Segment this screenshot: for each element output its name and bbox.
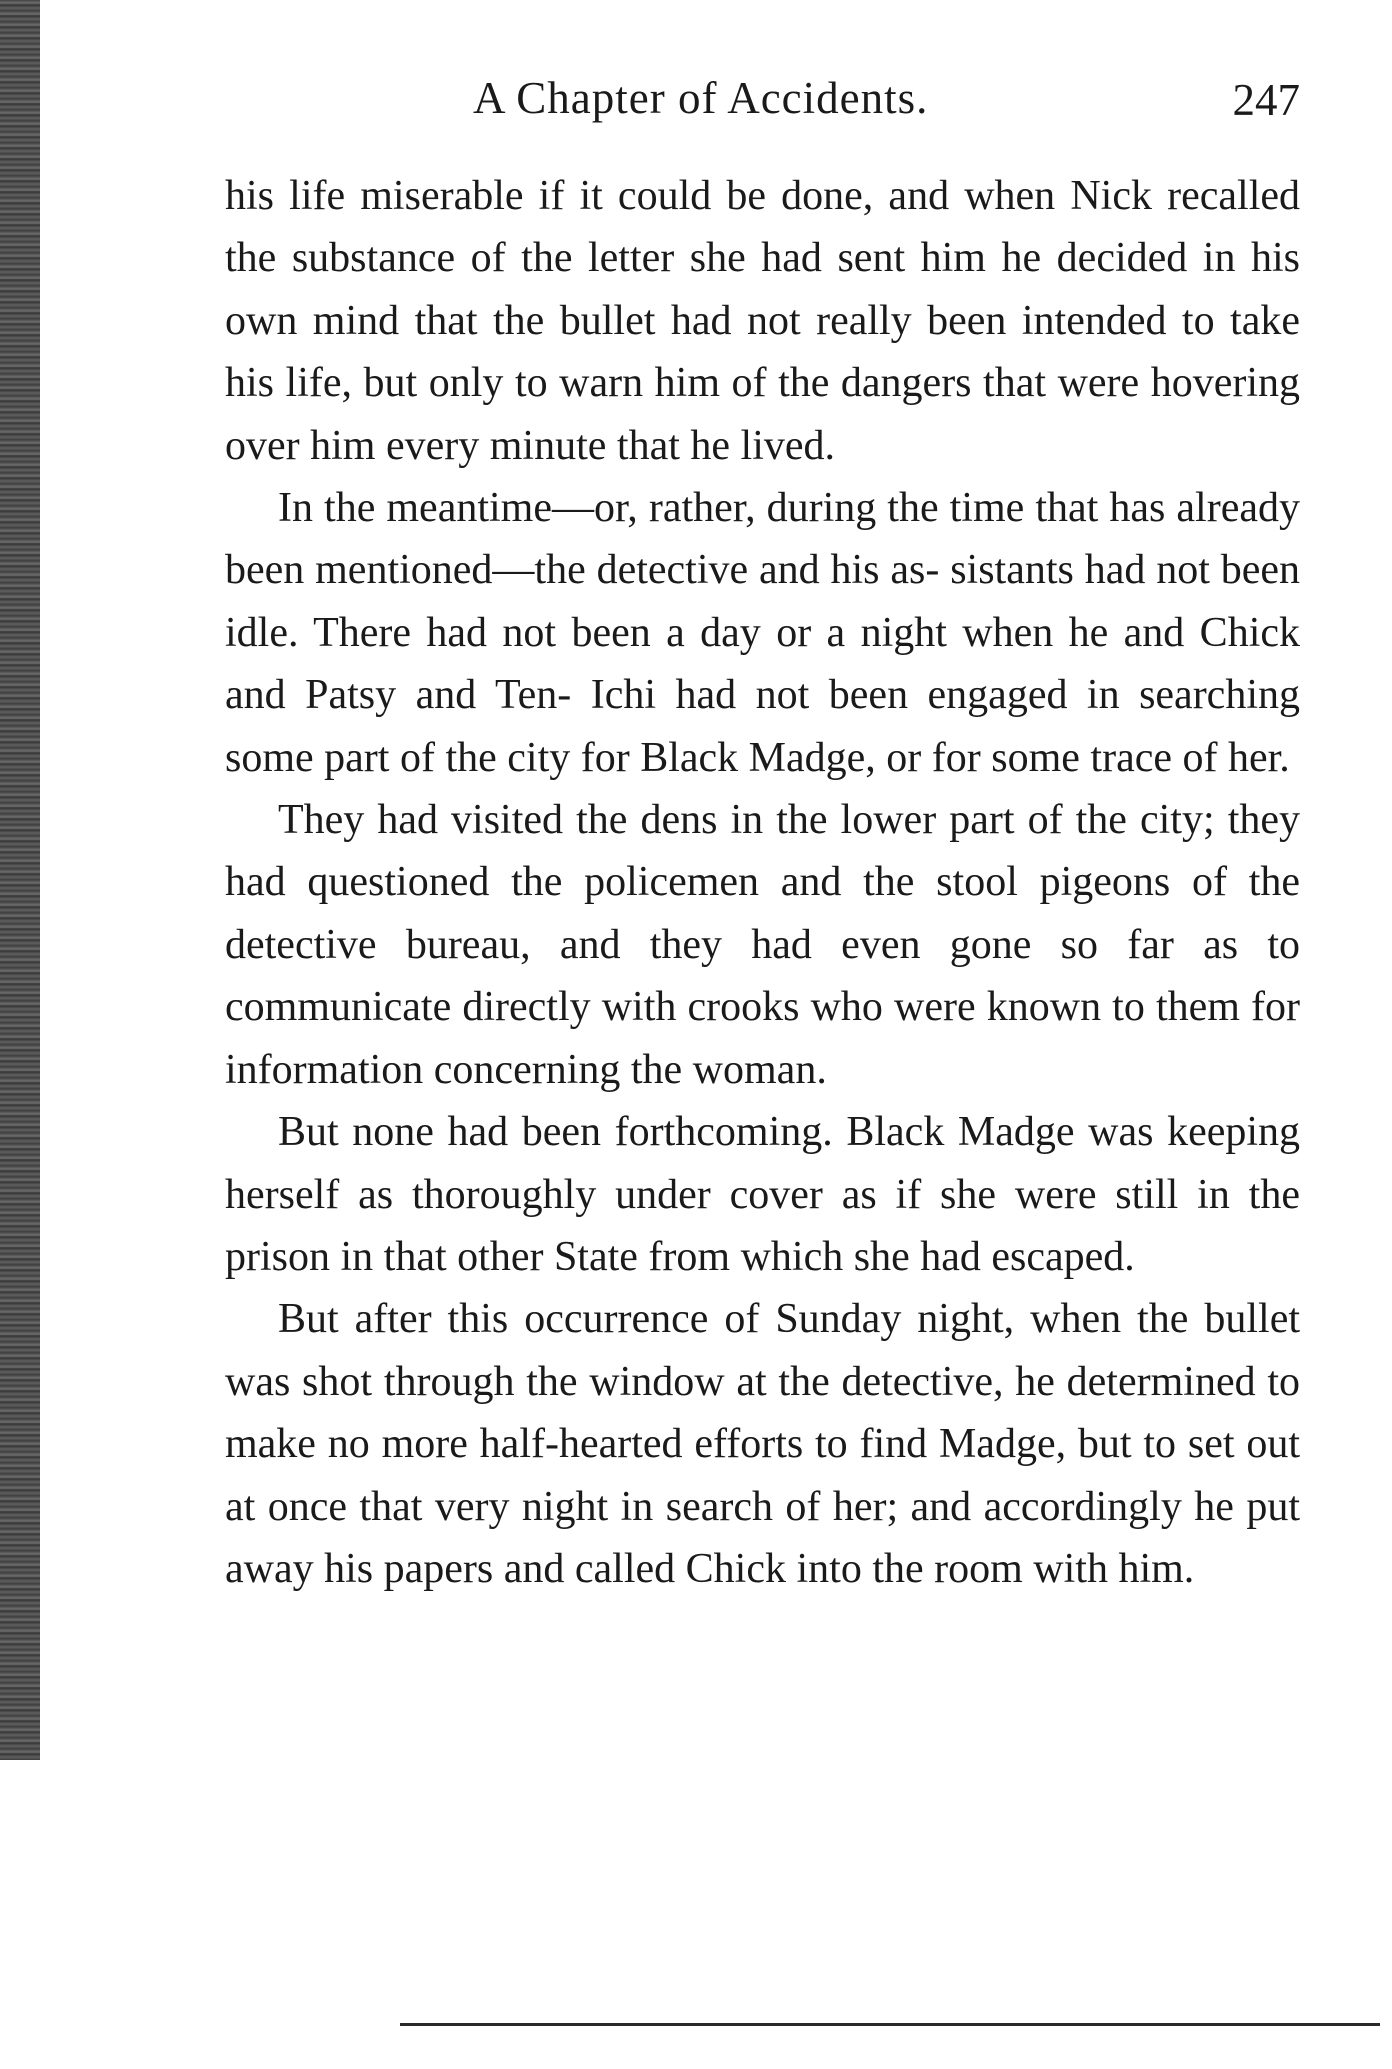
text-line: city; they had questioned the policemen and the stool bbox=[225, 797, 1301, 906]
text-line: In the meantime—or, rather, during the time that bbox=[278, 485, 1099, 532]
text-line: has already been mentioned—the detective and his as- bbox=[225, 485, 1300, 594]
text-line: sistants had not been idle. There had not been a day bbox=[225, 547, 1301, 656]
text-line: or a night when he and Chick and Patsy and Ten- bbox=[225, 609, 1301, 719]
paragraph bbox=[225, 1101, 1300, 1288]
text-line: he determined to make no more half-hearted efforts to bbox=[225, 1358, 1300, 1468]
text-line: really been intended to take his life, but only to warn bbox=[225, 297, 1301, 407]
text-line: and called Chick into the room with him. bbox=[503, 1545, 1195, 1592]
text-line: keeping herself as thoroughly under cover as if she bbox=[225, 1109, 1301, 1218]
page-number: 247 bbox=[1232, 75, 1300, 125]
text-line: recalled the substance of the letter she had sent him bbox=[225, 173, 1300, 282]
bottom-rule bbox=[400, 2023, 1380, 2026]
running-head bbox=[225, 72, 1300, 132]
text-line: him of the dangers that were hovering over him every bbox=[225, 360, 1301, 469]
text-line: his life miserable if it could be done, and when Nick bbox=[225, 173, 1152, 219]
text-line: find Madge, but to set out at once that very night in bbox=[225, 1421, 1300, 1530]
text-line: But none had been forthcoming. Black Madge was bbox=[278, 1109, 1154, 1156]
text-line: she had escaped. bbox=[853, 1233, 1135, 1280]
text-line: pigeons of the detective bureau, and they had even bbox=[225, 859, 1301, 968]
paragraph bbox=[225, 165, 1300, 477]
text-line: gone so far as to communicate directly with crooks bbox=[225, 921, 1300, 1031]
text-line: minute that he lived. bbox=[489, 422, 835, 469]
running-head-title: A Chapter of Accidents. bbox=[473, 73, 929, 123]
text-line: the city for Black Madge, or for some trace of her. bbox=[445, 734, 1290, 781]
text-line: who were known to them for information concerning bbox=[225, 984, 1300, 1093]
text-line: search of her; and accordingly he put away his papers bbox=[225, 1483, 1300, 1592]
text-line: were still in the prison in that other State from which bbox=[225, 1171, 1300, 1280]
text-line: But after this occurrence of Sunday night, when the bbox=[278, 1296, 1189, 1343]
page-binding-edge bbox=[0, 0, 40, 1760]
text-line: Ichi had not been engaged in searching some part of bbox=[225, 672, 1300, 781]
text-line: he decided in his own mind that the bullet had not bbox=[225, 235, 1301, 344]
text-line: They had visited the dens in the lower part of the bbox=[278, 797, 1127, 844]
text-line: bullet was shot through the window at the detective, bbox=[225, 1296, 1301, 1405]
paragraph bbox=[225, 789, 1300, 1101]
text-line: the woman. bbox=[630, 1046, 827, 1093]
paragraph bbox=[225, 477, 1300, 789]
paragraph bbox=[225, 1288, 1300, 1600]
body-text bbox=[225, 165, 1300, 1600]
